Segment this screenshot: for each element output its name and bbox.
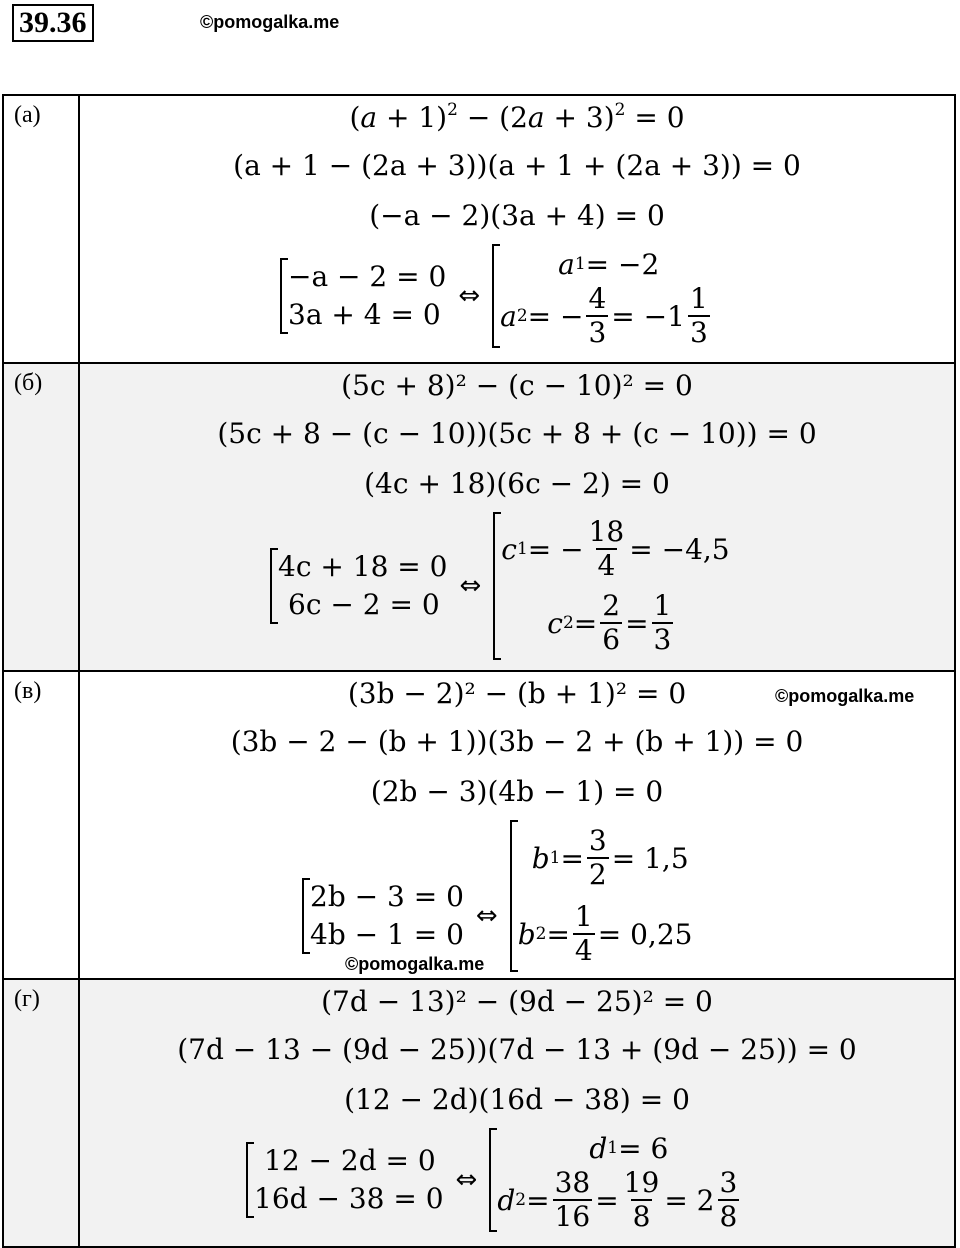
solution-table (2, 94, 956, 1248)
equivalence-arrow: ⇔ (475, 901, 498, 931)
part-b-roots (493, 512, 729, 660)
part-a-equation-2: (a + 1 − (2a + 3))(a + 1 + (2a + 3)) = 0 (233, 149, 801, 182)
part-v-system-left: 2b − 3 = 0 4b − 1 = 0 (302, 878, 464, 954)
part-v-system (302, 820, 692, 972)
part-a-roots (492, 244, 713, 348)
equivalence-arrow: ⇔ (459, 571, 482, 601)
part-a-root-1: a 1 = −2 (558, 247, 660, 281)
equivalence-arrow: ⇔ (455, 1165, 478, 1195)
part-g-root-1: d 1 = 6 (589, 1131, 669, 1165)
part-b-equation-1: (5c + 8)² − (c − 10)² = 0 (341, 369, 693, 402)
problem-number: 39.36 (12, 4, 94, 42)
part-b-system (270, 512, 730, 660)
part-g-row (4, 980, 956, 1248)
part-v-label: (в) (4, 672, 80, 978)
part-b-root-1: c 1 = − $\frac{18}{4}$ = −4,5 (501, 515, 730, 582)
part-v-equation-2: (3b − 2 − (b + 1))(3b − 2 + (b + 1)) = 0 (230, 725, 804, 758)
part-v-root-2: b 2 = $\frac{1}{4}$ = 0,25 (517, 900, 693, 967)
part-a-content (80, 96, 954, 362)
part-v-equation-3: (2b − 3)(4b − 1) = 0 (370, 775, 664, 808)
part-a-label: (а) (4, 96, 80, 362)
part-g-roots (489, 1128, 742, 1232)
part-b-content (80, 364, 954, 670)
part-a-root-2: a 2 = − $\frac{4}{3}$ = −1 $\frac{1}{3}$ (500, 282, 708, 349)
part-g-equation-2: (7d − 13 − (9d − 25))(7d − 13 + (9d − 25)) = 0 (177, 1033, 857, 1066)
part-a-equation-3: (−a − 2)(3a + 4) = 0 (369, 199, 665, 232)
watermark-bottom: ©pomogalka.me (345, 954, 485, 974)
part-g-root-2: d 2 = $\frac{38}{16}$ = $\frac{19}{8}$ = 2 $\frac{3}{8}$ (497, 1166, 738, 1233)
part-a-equation-1: $(a + 1)^2 - (2a + 3)^2 = 0$ (349, 100, 685, 134)
part-b-equation-2: (5c + 8 − (c − 10))(5c + 8 + (c − 10)) = 0 (217, 417, 817, 450)
part-b-row (4, 364, 956, 672)
part-b-root-2: c 2 = $\frac{2}{6}$ = $\frac{1}{3}$ (547, 589, 672, 656)
part-a-row (4, 96, 956, 364)
part-b-system-left: 4c + 18 = 0 6c − 2 = 0 (270, 548, 447, 624)
part-v-row (4, 672, 956, 980)
part-v-roots (510, 820, 693, 972)
part-v-root-1: b 1 = $\frac{3}{2}$ = 1,5 (531, 824, 689, 891)
watermark-middle: ©pomogalka.me (775, 686, 915, 706)
part-g-label: (г) (4, 980, 80, 1246)
part-g-equation-1: (7d − 13)² − (9d − 25)² = 0 (321, 985, 713, 1018)
part-g-content (80, 980, 954, 1246)
part-g-equation-3: (12 − 2d)(16d − 38) = 0 (344, 1083, 690, 1116)
part-b-label: (б) (4, 364, 80, 670)
part-g-system-left: 12 − 2d = 0 16d − 38 = 0 (246, 1142, 444, 1218)
watermark-top: ©pomogalka.me (200, 12, 340, 32)
part-v-content (80, 672, 954, 978)
part-b-equation-3: (4c + 18)(6c − 2) = 0 (364, 467, 670, 500)
part-a-system-left: −a − 2 = 0 3a + 4 = 0 (280, 258, 446, 334)
equivalence-arrow: ⇔ (458, 281, 481, 311)
part-v-equation-1: (3b − 2)² − (b + 1)² = 0 (347, 677, 687, 710)
part-g-system (246, 1128, 742, 1232)
part-a-system (280, 244, 713, 348)
